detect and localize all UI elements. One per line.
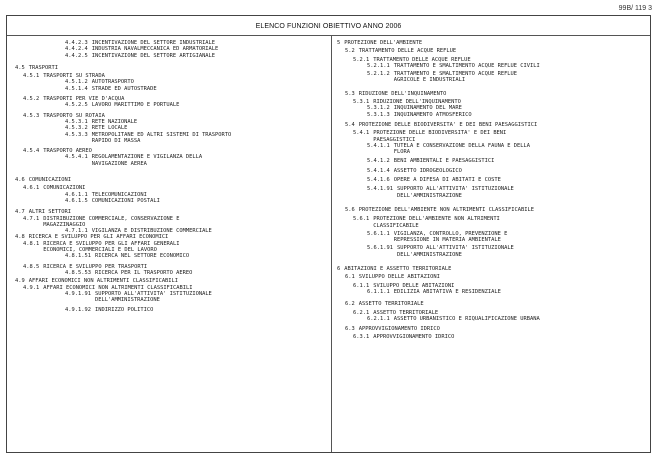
entry-label-continuation: REPRESSIONE IN MATERIA AMBIENTALE — [393, 237, 501, 244]
entry-code: 5.2.1.1 — [367, 62, 390, 69]
entry-label: RIDUZIONE DELL'INQUINAMENTO — [358, 90, 447, 97]
entry-label: INCENTIVAZIONE DEL SETTORE INDUSTRIALE — [91, 40, 216, 46]
entry-label: BENI AMBIENTALI E PAESAGGISTICI — [393, 158, 495, 165]
outline-entry — [15, 291, 325, 304]
entry-label-continuation: DELL'AMMINISTRAZIONE — [396, 251, 462, 258]
entry-code: 4.8.1 — [23, 240, 40, 247]
entry-code: 4.5.3.2 — [65, 125, 88, 132]
entry-label: RIDUZIONE DELL'INQUINAMENTO — [373, 99, 461, 106]
header-divider — [7, 35, 650, 36]
outline-entry — [15, 132, 325, 145]
entry-label: TELECOMUNICAZIONI — [91, 191, 147, 198]
outline-entry — [337, 91, 645, 97]
entry-code: 6 — [337, 266, 341, 273]
right-column — [337, 40, 645, 341]
entry-label-continuation: AGRICOLE E INDUSTRIALI — [393, 77, 466, 84]
entry-code: 6.1.1.1 — [367, 288, 390, 295]
entry-label: STRADE ED AUTOSTRADE — [91, 85, 157, 92]
entry-label: TRATTAMENTO DELLE ACQUE REFLUE — [373, 56, 471, 63]
outline-entry — [15, 253, 325, 259]
entry-code: 5.6.1.91 — [367, 245, 393, 252]
entry-code: 6.2.1.1 — [367, 315, 390, 322]
entry-code: 4.4.2.3 — [65, 40, 88, 46]
entry-code: 5.4.1.4 — [367, 167, 390, 174]
outline-entry — [337, 316, 645, 322]
entry-code: 6.2 — [345, 301, 355, 308]
entry-label: AUTOTRASPORTO — [91, 79, 134, 86]
entry-label-continuation: RAPIDO DI MASSA — [91, 137, 141, 144]
entry-label: PROTEZIONE DELL'AMBIENTE NON ALTRIMENTI CLASSIFICABILE — [373, 216, 500, 229]
entry-label: SUPPORTO ALL'ATTIVITA' ISTITUZIONALE DELL'AMMINISTRAZIONE — [396, 245, 514, 258]
entry-label: INCENTIVAZIONE DEL SETTORE ARTIGIANALE — [91, 52, 216, 59]
entry-label-continuation: PAESAGGISTICI — [373, 136, 416, 143]
outline-entry — [15, 270, 325, 276]
entry-code: 5.2.1 — [353, 56, 370, 63]
entry-label: ASSETTO TERRITORIALE — [373, 309, 439, 316]
entry-code: 4.5.1.4 — [65, 85, 88, 92]
entry-code: 6.3 — [345, 326, 355, 333]
entry-code: 4.5.3.3 — [65, 131, 88, 138]
outline-entry — [337, 186, 645, 199]
entry-label-continuation: ECONOMICI, COMMERCIALI E DEL LAVORO — [43, 247, 157, 254]
entry-code: 5.6 — [345, 206, 355, 213]
entry-label: SVILUPPO DELLE ABITAZIONI — [373, 282, 455, 289]
entry-code: 4.5.2.5 — [65, 102, 88, 109]
entry-label: RICERCA NEL SETTORE ECONOMICO — [94, 253, 190, 260]
outline-entry — [337, 40, 645, 46]
entry-label-continuation: CLASSIFICABILE — [373, 222, 419, 229]
entry-code: 4.5.3.1 — [65, 118, 88, 125]
outline-entry — [337, 143, 645, 156]
entry-label: TRASPORTO AEREO — [43, 148, 92, 155]
entry-label-continuation: MAGAZZINAGGIO — [43, 221, 86, 228]
page-code: 99B/ 119 3 — [618, 5, 652, 12]
entry-code: 4.8 — [15, 234, 25, 241]
entry-code: 5 — [337, 40, 341, 46]
entry-label: RICERCA E SVILUPPO PER GLI AFFARI ECONOMICI — [28, 234, 169, 241]
outline-entry — [337, 177, 645, 183]
entry-label: LAVORO MARITTIMO E PORTUALE — [91, 102, 180, 109]
entry-code: 4.9 — [15, 278, 25, 285]
entry-label: TRATTAMENTO E SMALTIMENTO ACQUE REFLUE AGRICOLE E INDUSTRIALI — [393, 71, 518, 84]
entry-code: 4.6 — [15, 177, 25, 184]
outline-entry — [337, 334, 645, 340]
entry-label: COMUNICAZIONI — [28, 177, 71, 184]
outline-entry — [337, 130, 645, 143]
entry-code: 4.8.5.53 — [65, 269, 91, 276]
entry-label-continuation: DELL'AMMINISTRAZIONE — [94, 297, 160, 304]
entry-code: 4.9.1.92 — [65, 307, 91, 314]
entry-label: ALTRI SETTORI — [28, 209, 71, 216]
entry-label: METROPOLITANE ED ALTRI SISTEMI DI TRASPORTO RAPIDO DI MASSA — [91, 131, 232, 144]
entry-code: 4.8.5 — [23, 263, 40, 270]
outline-entry — [337, 326, 645, 332]
entry-code: 4.5.1.2 — [65, 79, 88, 86]
entry-code: 4.7 — [15, 209, 25, 216]
entry-label: ASSETTO IDROGEOLOGICO — [393, 167, 462, 174]
entry-label: SVILUPPO DELLE ABITAZIONI — [358, 274, 440, 281]
outline-entry — [15, 65, 325, 71]
entry-label: RICERCA E SVILUPPO PER TRASPORTI — [43, 263, 148, 270]
page-title: ELENCO FUNZIONI OBIETTIVO ANNO 2006 — [255, 23, 402, 30]
entry-code: 6.1.1 — [353, 282, 370, 289]
outline-entry — [15, 216, 325, 229]
entry-code: 5.4.1 — [353, 130, 370, 137]
outline-entry — [337, 158, 645, 164]
entry-code: 4.6.1.5 — [65, 197, 88, 204]
outline-entry — [15, 241, 325, 254]
entry-label: ASSETTO TERRITORIALE — [358, 301, 424, 308]
entry-code: 5.2.1.2 — [367, 71, 390, 78]
entry-label-continuation: DELL'AMMINISTRAZIONE — [396, 192, 462, 199]
entry-code: 4.5.1 — [23, 73, 40, 80]
entry-label: ABITAZIONI E ASSETTO TERRITORIALE — [344, 266, 452, 273]
outline-entry — [337, 266, 645, 272]
outline-entry — [337, 63, 645, 69]
entry-label: EDILIZIA ABITATIVA E RESIDENZIALE — [393, 288, 501, 295]
entry-code: 5.2 — [345, 48, 355, 55]
outline-entry — [15, 177, 325, 183]
entry-code: 4.5.4.1 — [65, 154, 88, 161]
entry-label: ASSETTO URBANISTICO E RIQUALIFICAZIONE URBANA — [393, 315, 540, 322]
entry-code: 6.1 — [345, 274, 355, 281]
entry-code: 5.3.1.2 — [367, 105, 390, 112]
outline-entry — [15, 154, 325, 167]
entry-label: SUPPORTO ALL'ATTIVITA' ISTITUZIONALE DELL'AMMINISTRAZIONE — [396, 186, 514, 199]
entry-label: VIGILANZA, CONTROLLO, PREVENZIONE E REPRESSIONE IN MATERIA AMBIENTALE — [393, 230, 508, 244]
entry-label: INDUSTRIA NAVALMECCANICA ED ARMATORIALE — [91, 46, 219, 53]
entry-code: 5.4 — [345, 121, 355, 128]
outline-entry — [337, 48, 645, 54]
entry-label: TRASPORTI — [28, 64, 58, 71]
entry-code: 4.7.1 — [23, 215, 40, 222]
outline-entry — [15, 307, 325, 313]
entry-code: 4.4.2.4 — [65, 46, 88, 53]
entry-label: PROTEZIONE DELL'AMBIENTE — [344, 40, 423, 46]
entry-code: 5.3.1.3 — [367, 111, 390, 118]
outline-entry — [337, 168, 645, 174]
outline-entry — [337, 231, 645, 244]
entry-code: 5.6.1 — [353, 216, 370, 223]
entry-code: 5.4.1.2 — [367, 158, 390, 165]
entry-code: 4.9.1.91 — [65, 290, 91, 297]
entry-label: RICERCA E SVILUPPO PER GLI AFFARI GENERALI ECONOMICI, COMMERCIALI E DEL LAVORO — [43, 240, 180, 254]
entry-code: 6.2.1 — [353, 309, 370, 316]
entry-label: OPERE A DIFESA DI ABITATI E COSTE — [393, 177, 501, 184]
entry-code: 4.4.2.5 — [65, 52, 88, 59]
entry-label: VIGILANZA E DISTRIBUZIONE COMMERCIALE — [91, 228, 212, 235]
entry-code: 4.6.1 — [23, 185, 40, 192]
left-column — [15, 40, 325, 314]
outline-entry — [337, 289, 645, 295]
entry-label-continuation: NAVIGAZIONE AEREA — [91, 160, 147, 167]
document-frame — [6, 15, 651, 453]
outline-entry — [15, 102, 325, 108]
entry-label: AFFARI ECONOMICI NON ALTRIMENTI CLASSIFICABILI — [28, 278, 179, 285]
column-divider — [331, 35, 332, 452]
outline-entry — [337, 71, 645, 84]
entry-code: 4.5 — [15, 64, 25, 71]
entry-label: APPROVVIGIONAMENTO IDRICO — [373, 334, 455, 341]
entry-code: 5.3.1 — [353, 99, 370, 106]
entry-label: AFFARI ECONOMICI NON ALTRIMENTI CLASSIFICABILI — [43, 284, 193, 291]
entry-label-continuation: FLORA — [393, 149, 410, 156]
entry-label: COMUNICAZIONI POSTALI — [91, 197, 160, 204]
entry-code: 4.5.3 — [23, 112, 40, 119]
entry-label: TRASPORTI PER VIE D'ACQUA — [43, 96, 125, 103]
entry-code: 5.4.1.1 — [367, 142, 390, 149]
entry-code: 4.9.1 — [23, 284, 40, 291]
entry-code: 4.5.2 — [23, 96, 40, 103]
outline-entry — [337, 207, 645, 213]
entry-code: 5.6.1.1 — [367, 230, 390, 237]
entry-label: PROTEZIONE DELL'AMBIENTE NON ALTRIMENTI CLASSIFICABILE — [358, 206, 535, 213]
entry-code: 5.3 — [345, 90, 355, 97]
entry-label: COMUNICAZIONI — [43, 185, 86, 192]
entry-label: TRATTAMENTO E SMALTIMENTO ACQUE REFLUE CIVILI — [393, 62, 540, 69]
entry-label: INQUINAMENTO ATMOSFERICO — [393, 111, 472, 118]
outline-entry — [15, 198, 325, 204]
entry-label: INDIRIZZO POLITICO — [94, 307, 154, 314]
outline-entry — [337, 112, 645, 118]
entry-code: 4.8.1.51 — [65, 253, 91, 260]
entry-label: RICERCA PER IL TRASPORTO AEREO — [94, 269, 193, 276]
entry-label: RETE NAZIONALE — [91, 118, 138, 125]
outline-entry — [15, 86, 325, 92]
outline-entry — [337, 245, 645, 258]
entry-label: TRATTAMENTO DELLE ACQUE REFLUE — [358, 48, 457, 55]
outline-entry — [337, 216, 645, 229]
entry-label: PROTEZIONE DELLE BIODIVERSITA' E DEI BENI PAESAGGISTICI — [358, 121, 538, 128]
entry-code: 5.4.1.91 — [367, 186, 393, 193]
entry-label: TUTELA E CONSERVAZIONE DELLA FAUNA E DELLA FLORA — [393, 142, 531, 156]
entry-label: INQUINAMENTO DEL MARE — [393, 105, 462, 112]
outline-entry — [15, 53, 325, 59]
entry-code: 6.3.1 — [353, 334, 370, 341]
entry-label: SUPPORTO ALL'ATTIVITA' ISTITUZIONALE DELL'AMMINISTRAZIONE — [94, 290, 212, 304]
entry-label: TRASPORTO SU ROTAIA — [43, 112, 105, 119]
outline-entry — [337, 301, 645, 307]
outline-entry — [337, 122, 645, 128]
entry-label: APPROVVIGIONAMENTO IDRICO — [358, 326, 440, 333]
entry-label: DISTRIBUZIONE COMMERCIALE, CONSERVAZIONE E MAGAZZINAGGIO — [43, 215, 180, 228]
entry-code: 5.4.1.6 — [367, 177, 390, 184]
entry-code: 4.7.1.1 — [65, 228, 88, 235]
entry-code: 4.5.4 — [23, 148, 40, 155]
outline-entry — [337, 274, 645, 280]
entry-label: RETE LOCALE — [91, 125, 128, 132]
entry-label: TRASPORTI SU STRADA — [43, 73, 105, 80]
entry-code: 4.6.1.1 — [65, 191, 88, 198]
entry-label: REGOLAMENTAZIONE E VIGILANZA DELLA NAVIGAZIONE AEREA — [91, 154, 203, 167]
entry-label: PROTEZIONE DELLE BIODIVERSITA' E DEI BENI PAESAGGISTICI — [373, 130, 507, 143]
